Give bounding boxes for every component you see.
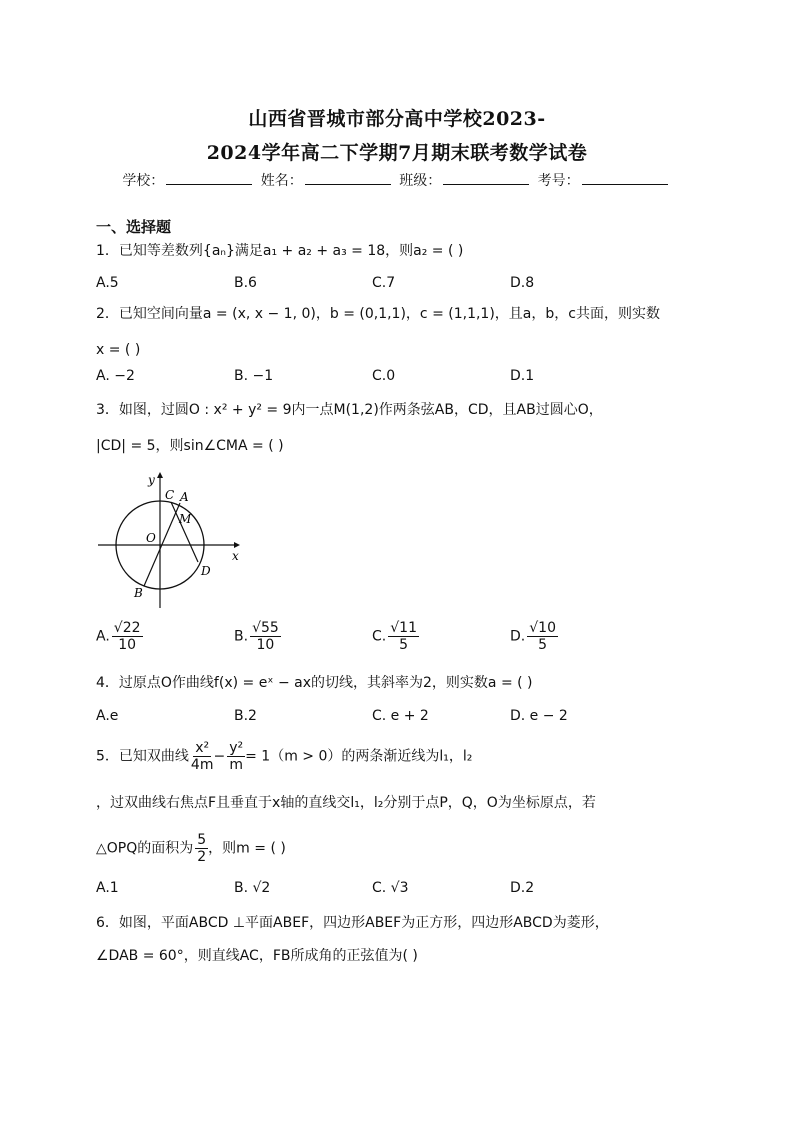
option-c: C. √3 (372, 880, 409, 896)
class-blank (443, 172, 529, 185)
school-label: 学校： (122, 173, 165, 189)
name-blank (305, 172, 391, 185)
question-2-text: 2．已知空间向量a = (x, x − 1, 0)，b = (0,1,1)，c = (1,1,1)，且a，b，c共面，则实数 (96, 306, 660, 322)
class-label: 班级： (399, 173, 442, 189)
option-b: B.6 (234, 275, 257, 291)
option-a: A.e (96, 708, 119, 724)
label-b: B (134, 586, 143, 600)
x-axis-arrow (234, 542, 240, 548)
y-axis-arrow (157, 472, 163, 478)
chord-cd (171, 502, 198, 562)
label-a: A (180, 490, 189, 504)
exam-title-line2: 2024学年高二下学期7月期末联考数学试卷 (206, 142, 588, 164)
question-4-text: 4．过原点O作曲线f(x) = eˣ − ax的切线，其斜率为2，则实数a = ( ) (96, 675, 533, 691)
option-d: D. $\frac{√10}{5}$ (510, 620, 556, 653)
option-c: C.0 (372, 368, 396, 384)
label-y: y (148, 473, 155, 487)
circle-figure (96, 470, 256, 614)
exam-number-blank (582, 172, 668, 185)
section-title: 一、选择题 (96, 218, 172, 236)
question-1-text: 1．已知等差数列{aₙ}满足a₁ + a₂ + a₃ = 18，则a₂ = ( ) (96, 243, 464, 259)
option-c: C.7 (372, 275, 396, 291)
option-b: B. $\frac{√55}{10}$ (234, 620, 279, 653)
option-d: D.8 (510, 275, 535, 291)
option-d: D.2 (510, 880, 535, 896)
label-m: M (179, 512, 192, 526)
option-b: B. −1 (234, 368, 274, 384)
question-5-text-cont: ，过双曲线右焦点F且垂直于x轴的直线交l₁，l₂分别于点P，Q，O为坐标原点，若 (96, 795, 596, 811)
question-3-text: 3．如图，过圆O : x² + y² = 9内一点M(1,2)作两条弦AB，CD，且AB过圆心O， (96, 402, 603, 418)
student-info-row (0, 170, 794, 190)
exam-title-line1: 山西省晋城市部分高中学校2023- (248, 108, 546, 130)
question-3-text-cont: |CD| = 5，则sin∠CMA = ( ) (96, 438, 284, 454)
label-x: x (232, 549, 239, 563)
option-a: A.5 (96, 275, 119, 291)
question-2-text-cont: x = ( ) (96, 342, 141, 358)
option-d: D. e − 2 (510, 708, 568, 724)
name-label: 姓名： (260, 173, 303, 189)
option-d: D.1 (510, 368, 535, 384)
label-c: C (165, 488, 175, 502)
option-a: A. $\frac{√22}{10}$ (96, 620, 141, 653)
label-o: O (146, 531, 156, 545)
exam-number-label: 考号： (537, 173, 580, 189)
option-b: B. √2 (234, 880, 271, 896)
question-6-text-cont: ∠DAB = 60°，则直线AC，FB所成角的正弦值为( ) (96, 948, 418, 964)
option-c: C. $\frac{√11}{5}$ (372, 620, 417, 653)
option-b: B.2 (234, 708, 257, 724)
label-d: D (201, 564, 211, 578)
question-5-text: 5．已知双曲线 $\frac{\text{x²}}{4m}$ − $\frac{\text{y²}}{m}$ = 1（m > 0）的两条渐近线为l₁，l₂ (96, 740, 473, 773)
question-5-text-area: △OPQ的面积为 $\frac{5}{2}$ ，则m = ( ) (96, 832, 286, 865)
option-a: A. −2 (96, 368, 135, 384)
option-a: A.1 (96, 880, 119, 896)
circle-diagram-svg (96, 470, 256, 610)
question-6-text: 6．如图，平面ABCD ⊥平面ABEF，四边形ABEF为正方形，四边形ABCD为菱形， (96, 915, 609, 931)
option-c: C. e + 2 (372, 708, 429, 724)
school-blank (166, 172, 252, 185)
